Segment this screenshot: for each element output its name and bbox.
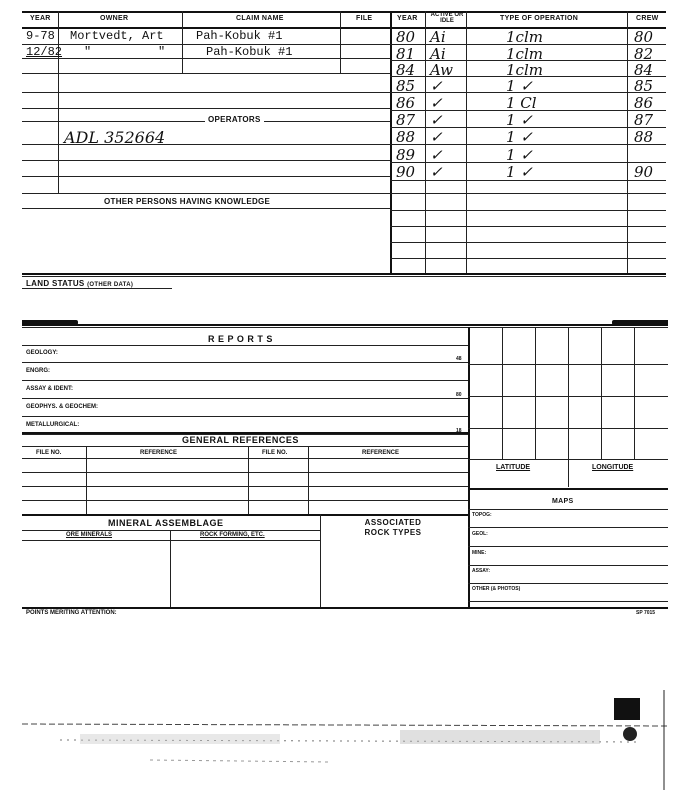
log-crew: 84 — [634, 61, 654, 79]
rule — [22, 327, 668, 328]
log-crew: 82 — [634, 45, 654, 63]
log-operation: 1 ✓ — [506, 111, 533, 129]
rule — [468, 565, 668, 566]
rule — [22, 208, 390, 209]
claim-row-1-owner: Mortvedt, Art — [70, 29, 164, 43]
rule — [468, 527, 668, 528]
rule — [425, 11, 426, 273]
rule — [22, 380, 468, 381]
claim-row-1-year: 9-78 — [26, 29, 55, 43]
log-crew: 86 — [634, 94, 654, 112]
map-row-label: GEOL: — [472, 531, 488, 537]
rule — [468, 459, 668, 460]
rule — [22, 486, 468, 487]
report-label: ASSAY & IDENT: — [26, 386, 74, 392]
rule — [22, 324, 668, 326]
map-row-label: ASSAY: — [472, 568, 491, 574]
rule — [22, 416, 468, 417]
log-year: 81 — [396, 45, 416, 63]
log-status: ✓ — [430, 128, 443, 146]
log-year: 87 — [396, 111, 416, 129]
rule — [22, 144, 390, 145]
log-year: 84 — [396, 61, 416, 79]
header-year: YEAR — [30, 15, 51, 22]
rule — [22, 73, 390, 74]
rule — [22, 607, 668, 609]
gr-header-file-no-1: FILE NO. — [36, 450, 62, 456]
rule — [468, 364, 668, 365]
rule — [22, 92, 390, 93]
rule — [468, 546, 668, 547]
log-status: ✓ — [430, 146, 443, 164]
general-references-title: GENERAL REFERENCES — [182, 435, 299, 445]
rule — [466, 11, 467, 273]
rule — [340, 11, 341, 73]
header-claim-name: CLAIM NAME — [236, 15, 284, 22]
rule — [308, 446, 309, 514]
log-status: Ai — [430, 45, 446, 63]
log-operation: 1clm — [506, 28, 543, 46]
log-year: 86 — [396, 94, 416, 112]
log-status: Ai — [430, 28, 446, 46]
rule — [22, 472, 468, 473]
rule — [22, 398, 468, 399]
header-crew: CREW — [636, 15, 659, 22]
longitude-label: LONGITUDE — [592, 464, 634, 471]
rule — [22, 514, 468, 516]
log-operation: 1clm — [506, 61, 543, 79]
other-persons-title: OTHER PERSONS HAVING KNOWLEDGE — [104, 197, 271, 206]
rule — [468, 488, 668, 490]
log-operation: 1 Cl — [506, 94, 537, 112]
rule — [58, 11, 59, 121]
report-number: 80 — [456, 392, 462, 398]
report-label: ENGRG: — [26, 368, 50, 374]
rule — [627, 11, 628, 273]
land-status-main: LAND STATUS — [26, 279, 85, 288]
rule — [22, 273, 666, 275]
log-year: 80 — [396, 28, 416, 46]
latitude-label: LATITUDE — [496, 464, 531, 471]
log-operation: 1 ✓ — [506, 77, 533, 95]
points-label: POINTS MERITING ATTENTION: — [26, 610, 117, 616]
log-crew: 88 — [634, 128, 654, 146]
land-status-sub: (OTHER DATA) — [87, 282, 134, 288]
rule — [468, 583, 668, 584]
rule — [502, 327, 503, 459]
maps-title: MAPS — [552, 498, 574, 505]
reports-title: R E P O R T S — [208, 334, 273, 344]
rule — [468, 601, 668, 602]
rule — [390, 193, 666, 194]
rule — [22, 530, 320, 531]
log-status: Aw — [430, 61, 453, 79]
rule — [22, 108, 390, 109]
rule — [634, 327, 635, 459]
associated-rock-types-title: ASSOCIATED ROCK TYPES — [364, 518, 422, 537]
log-operation: 1clm — [506, 45, 543, 63]
claim-row-1-claim: Pah-Kobuk #1 — [196, 29, 283, 43]
header-owner: OWNER — [100, 15, 129, 22]
map-row-label: OTHER (& PHOTOS) — [472, 586, 521, 592]
form-number: SP 7015 — [636, 610, 656, 616]
header-file: FILE — [356, 15, 373, 22]
rule — [601, 327, 602, 459]
operators-title: OPERATORS — [205, 115, 264, 124]
log-status: ✓ — [430, 94, 443, 112]
rule — [22, 276, 666, 277]
rock-forming-header: ROCK FORMING, ETC. — [200, 532, 265, 538]
rule — [22, 193, 390, 194]
report-number: 18 — [456, 428, 462, 434]
rule — [568, 327, 569, 487]
log-year: 85 — [396, 77, 416, 95]
rule — [22, 288, 172, 289]
rule — [22, 160, 390, 161]
log-operation: 1 ✓ — [506, 128, 533, 146]
rule — [22, 11, 666, 13]
log-crew: 90 — [634, 163, 654, 181]
ore-minerals-header: ORE MINERALS — [66, 532, 113, 538]
claim-row-2-owner-ditto: " — [158, 45, 166, 59]
rule — [22, 345, 468, 346]
header-year-2: YEAR — [397, 15, 418, 22]
scan-noise — [0, 690, 678, 806]
rule — [22, 432, 468, 434]
log-status: ✓ — [430, 163, 443, 181]
claim-row-2-claim: Pah-Kobuk #1 — [206, 45, 293, 59]
log-status: ✓ — [430, 77, 443, 95]
rule — [22, 458, 468, 459]
claim-row-2-year: 12/82 — [26, 45, 63, 59]
rule — [468, 509, 668, 510]
map-row-label: MINE: — [472, 550, 487, 556]
rule — [22, 176, 390, 177]
operator-entry: ADL 352664 — [64, 128, 166, 147]
rule — [58, 121, 59, 193]
header-active-or-idle: ACTIVE OR IDLE — [430, 12, 464, 24]
rule — [170, 530, 171, 607]
gr-header-file-no-2: FILE NO. — [262, 450, 288, 456]
rule — [320, 514, 321, 607]
map-row-label: TOPOG: — [472, 512, 492, 518]
rule — [22, 500, 468, 501]
report-label: METALLURGICAL: — [26, 422, 80, 428]
log-status: ✓ — [430, 111, 443, 129]
rule — [390, 242, 666, 243]
rule — [390, 226, 666, 227]
log-year: 90 — [396, 163, 416, 181]
rule — [22, 446, 468, 447]
rule — [22, 362, 468, 363]
gr-header-reference-1: REFERENCE — [140, 450, 178, 456]
claim-row-2-owner: " — [84, 45, 92, 59]
rule — [390, 258, 666, 259]
rule — [390, 11, 392, 273]
log-crew: 85 — [634, 77, 654, 95]
rule — [390, 210, 666, 211]
log-operation: 1 ✓ — [506, 146, 533, 164]
rule — [86, 446, 87, 514]
rule — [182, 11, 183, 73]
rule — [248, 446, 249, 514]
mineral-assemblage-title: MINERAL ASSEMBLAGE — [108, 518, 224, 528]
land-status-label — [26, 279, 133, 288]
log-year: 89 — [396, 146, 416, 164]
rule — [535, 327, 536, 459]
rule — [468, 396, 668, 397]
log-crew: 80 — [634, 28, 654, 46]
log-year: 88 — [396, 128, 416, 146]
report-label: GEOPHYS. & GEOCHEM: — [26, 404, 99, 410]
log-crew: 87 — [634, 111, 654, 129]
rule — [468, 428, 668, 429]
gr-header-reference-2: REFERENCE — [362, 450, 400, 456]
report-label: GEOLOGY: — [26, 350, 58, 356]
log-operation: 1 ✓ — [506, 163, 533, 181]
header-type-of-operation: TYPE OF OPERATION — [500, 15, 579, 22]
report-number: 48 — [456, 356, 462, 362]
rule — [22, 540, 320, 541]
